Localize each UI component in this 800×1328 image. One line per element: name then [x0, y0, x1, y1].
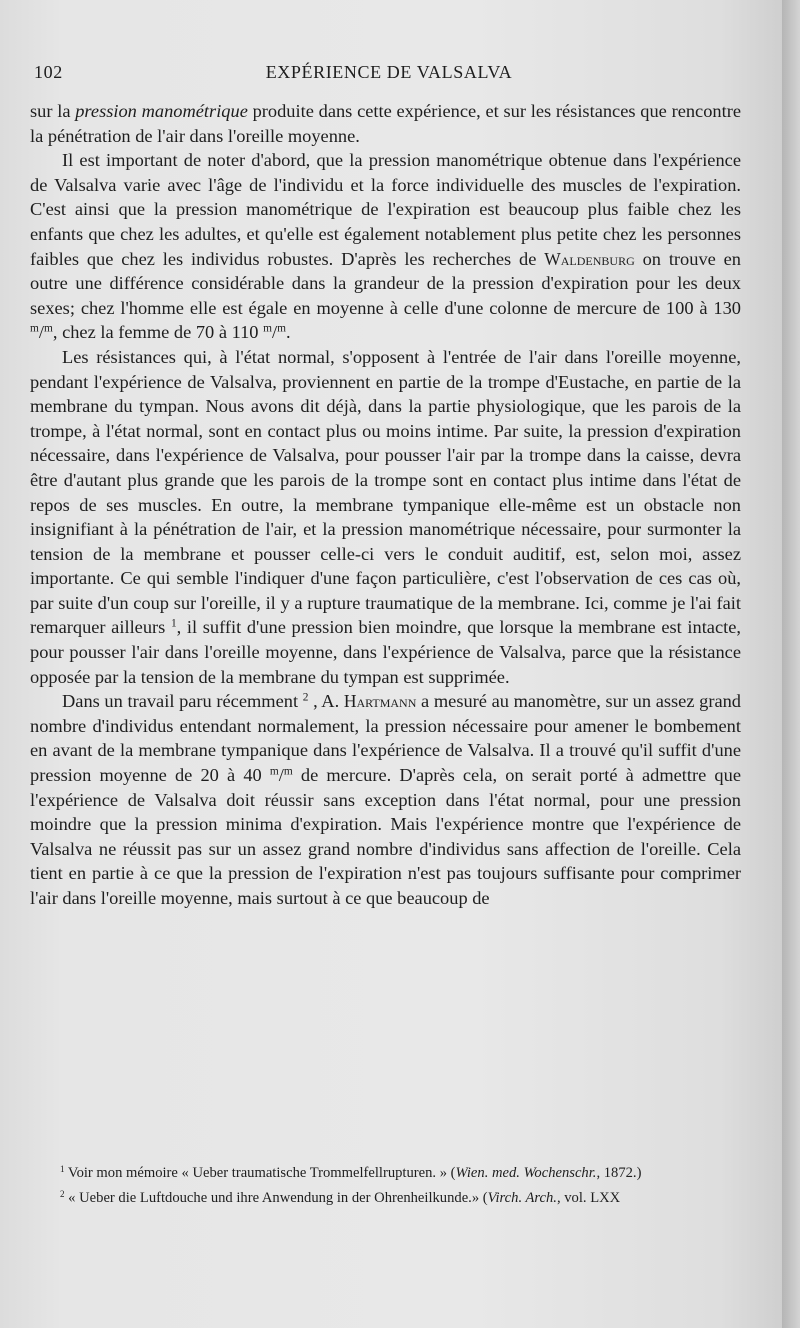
superscript: 1 — [170, 618, 177, 631]
text-run: / — [278, 765, 284, 786]
superscript: 2 — [60, 1189, 65, 1200]
superscript: m — [277, 323, 286, 336]
body-text — [30, 99, 741, 911]
running-title: EXPÉRIENCE DE VALSALVA — [265, 62, 513, 82]
text-run: , chez la femme de 70 à 110 — [52, 322, 264, 343]
text-run: « Ueber die Luftdouche und ihre Anwendung in der Ohrenheilkunde.» ( — [64, 1190, 488, 1206]
text-run: Dans un travail paru récemment — [62, 691, 303, 712]
footnote — [30, 1188, 743, 1209]
text-run: Voir mon mémoire « Ueber traumatische Trommelfellrupturen. » ( — [64, 1165, 456, 1181]
text-run: , A. — [308, 691, 344, 712]
superscript: 1 — [60, 1164, 65, 1175]
superscript: m — [263, 323, 272, 336]
text-run: sur la — [30, 101, 76, 121]
paragraph — [30, 345, 741, 689]
paragraph — [30, 99, 741, 148]
superscript: m — [283, 765, 293, 778]
paragraph — [30, 689, 741, 910]
text-run: Les résistances qui, à l'état normal, s'opposent à l'entrée de l'air dans l'oreille moyenne, pendant l'expérience de Valsalva, proviennent en partie de la trompe d'Eustache, en partie de la membrane du tympan. Nous avons dit déjà, dans la partie physiologique, que les parois de la trompe, à l'état normal, sont en contact plus ou moins intime. Par suite, la pression d'expiration nécessaire, dans l'expérience de Valsalva, pour pousser l'air par la trompe dans la caisse, devra être d'autant plus grande que les parois de la trompe sont en contact plus intime dans l'état de repos de ses muscles. En outre, la membrane tympanique elle-même est un obstacle non insignifiant à la pénétration de l'air, et la pression manométrique nécessaire, pour surmonter la tension de la membrane et pousser celle-ci vers le conduit auditif, est, selon moi, assez importante. Ce qui semble l'indiquer d'une façon particulière, c'est l'observation de ces cas où, par suite d'un coup sur l'oreille, il y a rupture traumatique de la membrane. Ici, comme je l'ai fait remarquer ailleurs — [30, 346, 741, 638]
author-name: Waldenburg — [544, 248, 635, 269]
superscript: m — [269, 765, 279, 778]
text-run: pression manométrique — [75, 101, 248, 121]
text-run: de mercure. D'après cela, on serait porté à admettre que l'expérience de Valsalva doit réussir sans exception dans l'état normal, pour une pression moindre que la pression minima d'expiration. Mais l'expérience montre que l'expérience de Valsalva ne réussit pas sur un assez grand nombre d'individus sans affection de l'oreille. Cela tient en partie à ce que la pression de l'expiration n'est pas toujours suffisante pour comprimer l'air dans l'oreille moyenne, mais surtout à ce que beaucoup de — [30, 765, 741, 908]
running-head — [34, 62, 744, 88]
superscript: 2 — [302, 691, 309, 704]
superscript: m — [44, 323, 53, 336]
text-run: / — [38, 322, 44, 343]
text-run: on trouve en outre une différence considérable dans la grandeur de la pression d'expiration pour les deux sexes; chez l'homme elle est égale en moyenne à celle d'une colonne de mercure de 100 à 130 — [30, 248, 742, 318]
page-edge — [782, 0, 800, 1328]
text-run: , 1872.) — [596, 1165, 642, 1181]
footnotes — [30, 1163, 743, 1209]
text-run: , vol. LXX — [556, 1190, 621, 1206]
text-run: Virch. Arch. — [487, 1190, 557, 1206]
text-run: Il est important de noter d'abord, que la pression manométrique obtenue dans l'expérience de Valsalva varie avec l'âge de l'individu et la force individuelle des muscles de l'expiration. C'est ainsi que la pression manométrique de l'expiration est beaucoup plus faible chez les enfants que chez les adultes, et qu'elle est également notablement plus petite chez les personnes faibles que chez les individus robustes. D'après les recherches de — [30, 150, 741, 269]
superscript: m — [30, 323, 39, 336]
footnote — [30, 1163, 743, 1184]
author-name: Hartmann — [343, 691, 417, 712]
text-run: . — [285, 322, 291, 343]
text-run: / — [271, 322, 278, 343]
text-run: a mesuré au manomètre, sur un assez grand nombre d'individus entendant normalement, la pression nécessaire pour amener le bombement en avant de la membrane tympanique dans l'expérience de Valsalva. Il a trouvé qu'il suffit d'une pression moyenne de 20 à 40 — [30, 691, 742, 786]
text-run: Wien. med. Wochenschr. — [455, 1165, 597, 1181]
paragraph — [30, 148, 741, 345]
page-number: 102 — [34, 62, 63, 82]
text-run: , il suffit d'une pression bien moindre, que lorsque la membrane est intacte, pour pousser l'air dans l'oreille moyenne, dans l'expérience de Valsalva, parce que la résistance opposée par la tension de la membrane du tympan est supprimée. — [30, 617, 742, 687]
text-run: produite dans cette expérience, et sur les résistances que rencontre la pénétration de l'air dans l'oreille moyenne. — [30, 101, 741, 146]
